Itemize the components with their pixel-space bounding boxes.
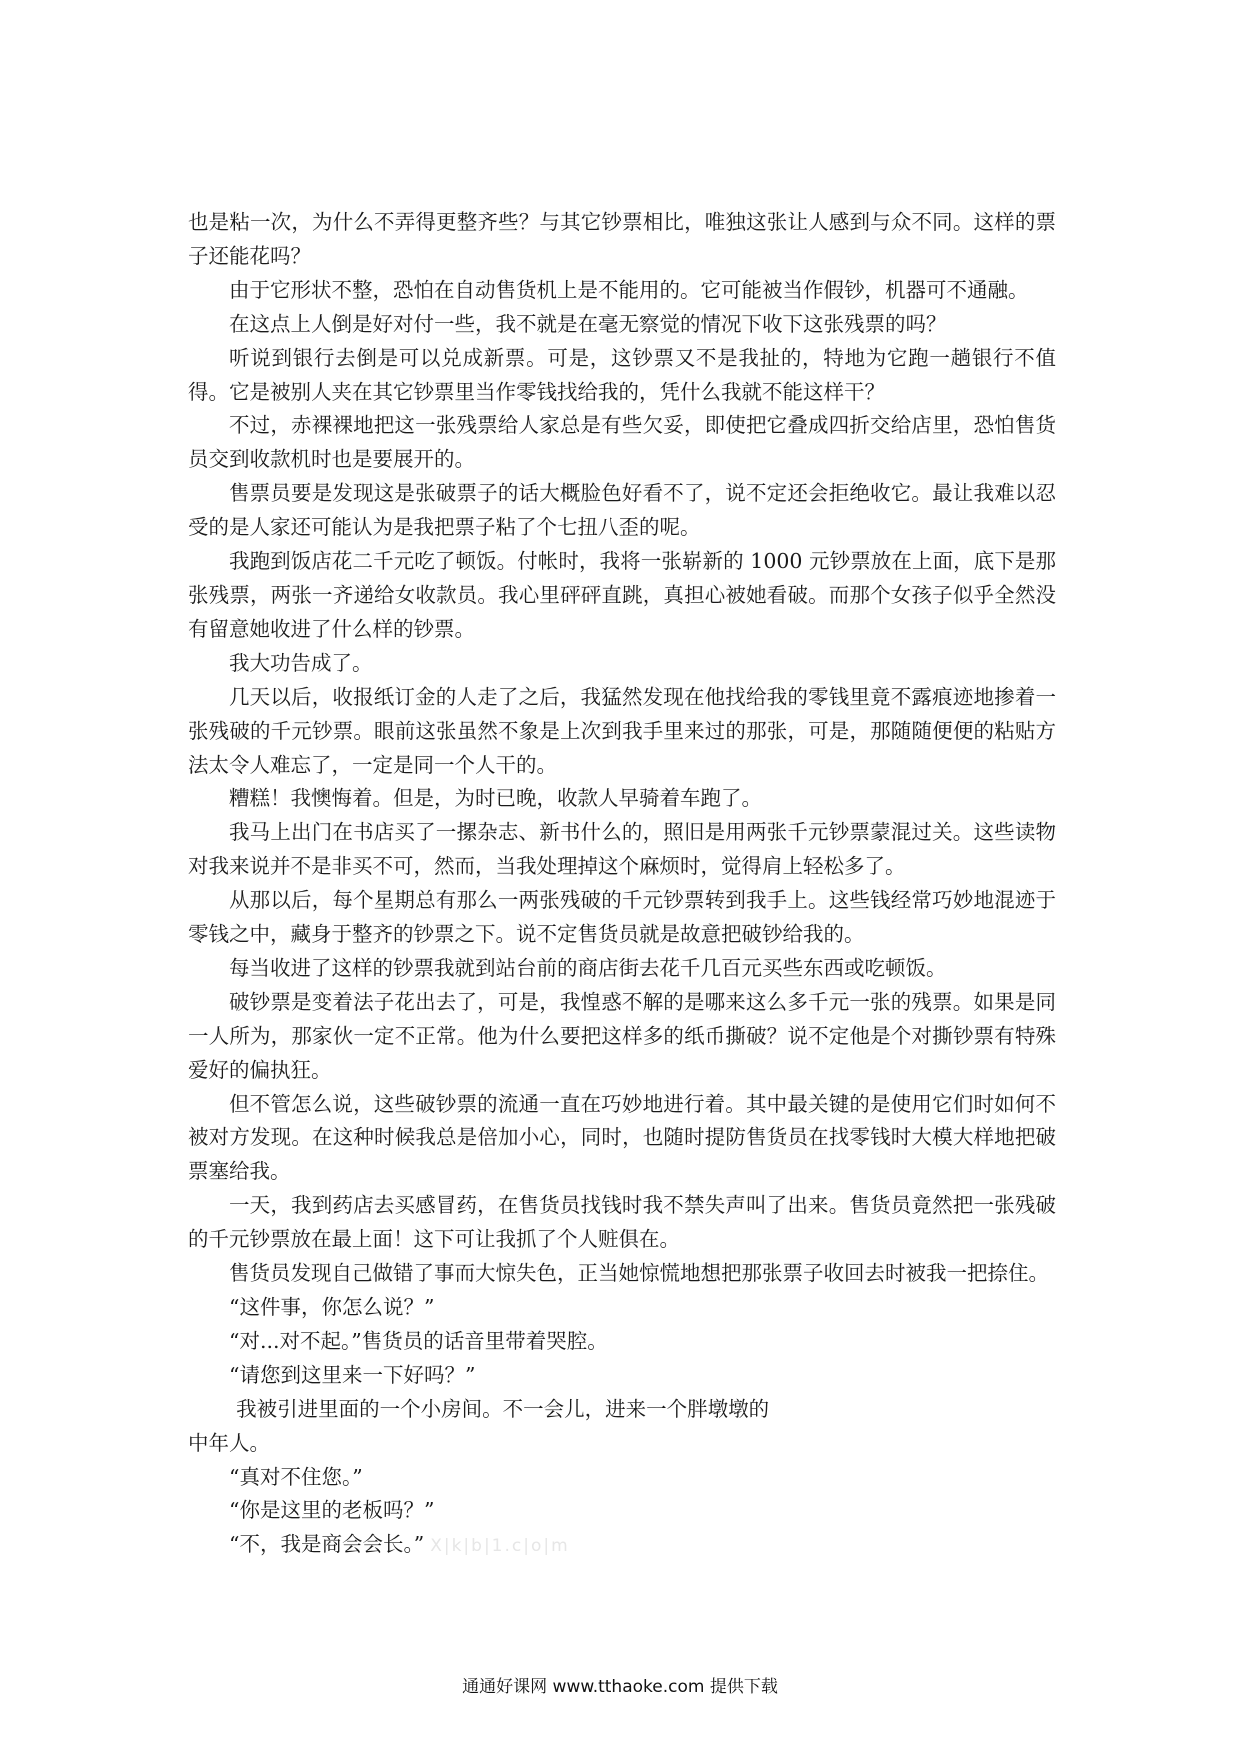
watermark-text: X|k|b|1.c|o|m xyxy=(430,1536,570,1557)
paragraph: 我跑到饭店花二千元吃了顿饭。付帐时，我将一张崭新的 1000 元钞票放在上面，底下是那张残票，两张一齐递给女收款员。我心里砰砰直跳，真担心被她看破。而那个女孩子似乎全然没有留意她收进了什么样的钞票。 xyxy=(188,549,1056,641)
dialogue-line: “对...对不起。”售货员的话音里带着哭腔。 xyxy=(229,1328,608,1353)
paragraph: 由于它形状不整，恐怕在自动售货机上是不能用的。它可能被当作假钞，机器可不通融。 xyxy=(229,277,1029,302)
dialogue-line: “真对不住您。” xyxy=(229,1464,363,1489)
page-footer: 通通好课网 www.tthaoke.com 提供下载 xyxy=(462,1677,778,1697)
paragraph: 我马上出门在书店买了一摞杂志、新书什么的，照旧是用两张千元钞票蒙混过关。这些读物对我来说并不是非买不可，然而，当我处理掉这个麻烦时，觉得肩上轻松多了。 xyxy=(188,820,1056,879)
paragraph: 从那以后，每个星期总有那么一两张残破的千元钞票转到我手上。这些钱经常巧妙地混迹于零钱之中，藏身于整齐的钞票之下。说不定售货员就是故意把破钞给我的。 xyxy=(188,888,1056,947)
paragraph: 破钞票是变着法子花出去了，可是，我惶惑不解的是哪来这么多千元一张的残票。如果是同一人所为，那家伙一定不正常。他为什么要把这样多的纸币撕破？说不定他是个对撕钞票有特殊爱好的偏执狂。 xyxy=(188,989,1056,1082)
paragraph: 但不管怎么说，这些破钞票的流通一直在巧妙地进行着。其中最关键的是使用它们时如何不被对方发现。在这种时候我总是倍加小心，同时，也随时提防售货员在找零钱时大模大样地把破票塞给我。 xyxy=(188,1091,1056,1184)
dialogue-text: “不，我是商会会长。” xyxy=(229,1532,425,1557)
paragraph: 我被引进里面的一个小房间。不一会儿，进来一个胖墩墩的 xyxy=(236,1396,770,1421)
paragraph: 糟糕！我懊悔着。但是，为时已晚，收款人早骑着车跑了。 xyxy=(229,786,762,811)
paragraph: 售货员发现自己做错了事而大惊失色，正当她惊慌地想把那张票子收回去时被我一把捺住。 xyxy=(229,1261,1049,1286)
document-body xyxy=(188,206,1056,1564)
paragraph: 也是粘一次，为什么不弄得更整齐些？与其它钞票相比，唯独这张让人感到与众不同。这样的票子还能花吗？ xyxy=(188,210,1056,268)
dialogue-line: “你是这里的老板吗？” xyxy=(229,1498,435,1523)
paragraph: 一天，我到药店去买感冒药，在售货员找钱时我不禁失声叫了出来。售货员竟然把一张残破的千元钞票放在最上面！这下可让我抓了个人赃俱在。 xyxy=(188,1193,1056,1252)
paragraph: 不过，赤裸裸地把这一张残票给人家总是有些欠妥，即使把它叠成四折交给店里，恐怕售货员交到收款机时也是要展开的。 xyxy=(188,413,1056,472)
paragraph: 听说到银行去倒是可以兑成新票。可是，这钞票又不是我扯的，特地为它跑一趟银行不值得。它是被别人夹在其它钞票里当作零钱找给我的，凭什么我就不能这样干？ xyxy=(188,345,1056,404)
dialogue-line-last xyxy=(188,1528,1056,1564)
paragraph: 在这点上人倒是好对付一些，我不就是在毫无察觉的情况下收下这张残票的吗？ xyxy=(229,311,947,336)
paragraph: 几天以后，收报纸订金的人走了之后，我猛然发现在他找给我的零钱里竟不露痕迹地掺着一张残破的千元钞票。眼前这张虽然不象是上次到我手里来过的那张，可是，那随随便便的粘贴方法太令人难忘了，一定是同一个人干的。 xyxy=(188,684,1056,777)
dialogue-line: “这件事，你怎么说？” xyxy=(229,1295,435,1319)
paragraph: 每当收进了这样的钞票我就到站台前的商店街去花千几百元买些东西或吃顿饭。 xyxy=(229,955,947,980)
dialogue-line: “请您到这里来一下好吗？” xyxy=(229,1362,476,1387)
paragraph: 售票员要是发现这是张破票子的话大概脸色好看不了，说不定还会拒绝收它。最让我难以忍受的是人家还可能认为是我把票子粘了个七扭八歪的呢。 xyxy=(188,481,1056,540)
paragraph: 中年人。 xyxy=(188,1430,270,1455)
paragraph: 我大功告成了。 xyxy=(229,650,373,675)
